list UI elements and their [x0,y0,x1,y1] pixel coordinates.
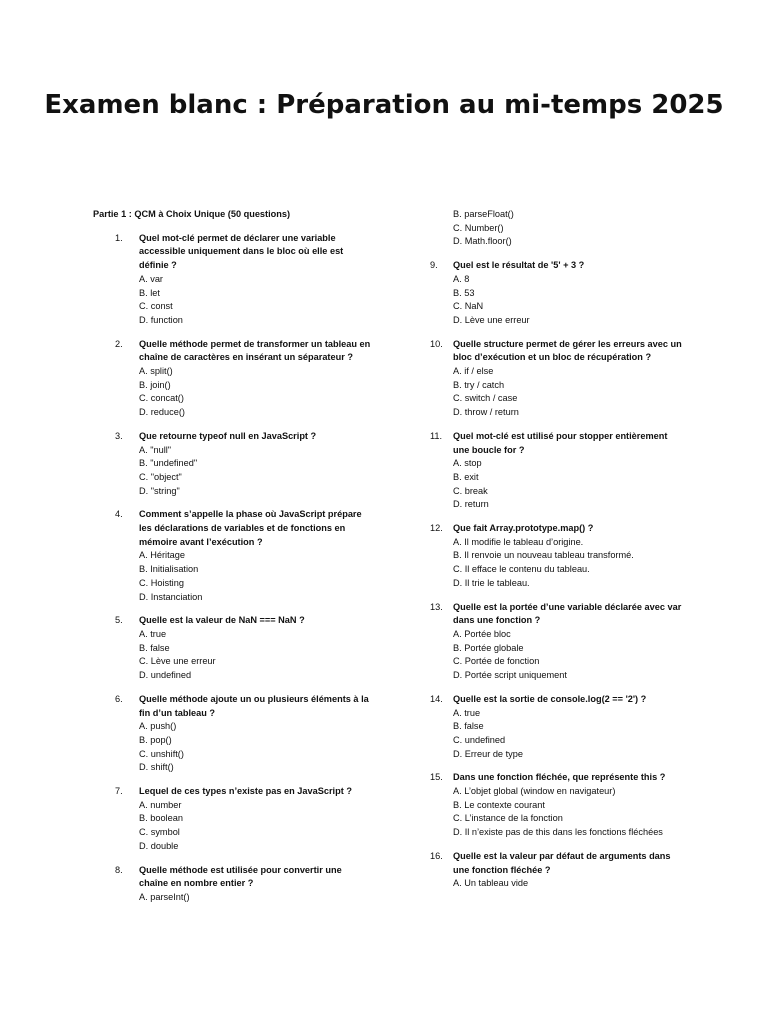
answer-option: D. reduce() [139,407,185,418]
answer-option: C. L’instance de la fonction [453,813,563,824]
answer-option: B. 53 [453,287,475,298]
question-number: 9. [430,260,438,271]
answer-option: C. const [139,301,173,312]
answer-option: B. parseFloat() [453,209,514,219]
question-text: Que retourne typeof null en JavaScript ? [139,430,317,441]
question-item [93,232,373,328]
answer-option: A. Il modifie le tableau d’origine. [453,536,584,547]
answer-option: A. true [139,628,167,639]
question-item [93,864,373,905]
question-body [139,614,373,683]
answer-option: B. let [139,287,160,298]
question-text: Quelle structure permet de gérer les erreurs avec un bloc d’exécution et un bloc de récupération ? [453,338,682,363]
answer-option: A. var [139,273,163,284]
question-item [93,508,373,604]
question-number: 3. [115,430,123,441]
question-text: Que fait Array.prototype.map() ? [453,523,594,534]
question-number: 13. [430,601,443,612]
answer-option: B. Initialisation [139,564,199,575]
answer-option: C. undefined [453,734,506,745]
answer-option: A. Portée bloc [453,628,511,639]
question-text: Quel mot-clé est utilisé pour stopper entièrement une boucle for ? [453,430,668,455]
question-body [453,693,683,762]
answer-option: D. Il trie le tableau. [453,577,530,588]
answer-option: A. Héritage [139,550,185,561]
question-number: 10. [430,338,443,349]
question-body [139,864,373,905]
answer-option: B. "undefined" [139,458,198,469]
answer-option: D. throw / return [453,407,519,418]
question-item [93,338,373,420]
question-item [428,430,683,512]
question-text: Comment s’appelle la phase où JavaScript prépare les déclarations de variables et de fonctions en mémoire avant l’exécution ? [139,509,362,547]
answer-option: B. join() [139,379,171,390]
answer-option: B. try / catch [453,379,505,390]
answer-option: C. NaN [453,301,484,312]
question-number: 14. [430,693,443,704]
answer-option: A. stop [453,458,482,469]
question-item [428,771,683,840]
question-number: 7. [115,786,123,797]
question-body [453,259,683,328]
answer-option: A. number [139,799,182,810]
answer-option: D. Instanciation [139,591,203,602]
answer-option: D. Math.floor() [453,236,512,247]
question-number: 12. [430,523,443,534]
question-8-continuation [453,208,683,249]
answer-option: A. Un tableau vide [453,878,529,889]
answer-option: C. switch / case [453,393,518,404]
answer-option: B. false [139,642,170,653]
question-body [453,601,683,683]
question-list-left [93,232,373,905]
page-title: Examen blanc : Préparation au mi-temps 2025 [44,90,724,120]
question-number: 1. [115,232,123,243]
question-list-right [428,259,683,891]
question-body [139,232,373,328]
answer-option: D. return [453,499,489,510]
answer-option: D. shift() [139,762,174,773]
question-body [139,430,373,499]
answer-option: A. parseInt() [139,891,190,902]
question-item [428,522,683,591]
question-item [93,614,373,683]
answer-option: D. double [139,840,179,851]
question-item [428,601,683,683]
answer-option: D. Portée script uniquement [453,670,567,681]
answer-option: C. unshift() [139,748,184,759]
answer-option: B. Portée globale [453,642,524,653]
question-text: Quelle méthode est utilisée pour convertir une chaîne en nombre entier ? [139,864,342,889]
question-text: Quelle est la portée d’une variable déclarée avec var dans une fonction ? [453,601,682,626]
question-item [428,338,683,420]
question-body [139,338,373,420]
answer-option: A. true [453,707,481,718]
question-text: Dans une fonction fléchée, que représente this ? [453,772,666,783]
answer-option: A. "null" [139,444,172,455]
answer-option: B. exit [453,471,479,482]
question-text: Quelle est la valeur de NaN === NaN ? [139,615,305,626]
answer-option: B. Il renvoie un nouveau tableau transformé. [453,550,634,561]
answer-option: B. pop() [139,734,172,745]
question-body [453,850,683,891]
answer-option: C. Portée de fonction [453,656,540,667]
question-number: 16. [430,850,443,861]
question-number: 2. [115,338,123,349]
left-column [93,208,373,915]
question-body [139,693,373,775]
answer-option: C. Il efface le contenu du tableau. [453,564,590,575]
answer-option: A. split() [139,366,173,377]
answer-option: A. if / else [453,366,494,377]
question-body [453,430,683,512]
right-column [428,208,683,901]
answer-option: C. Number() [453,222,504,233]
question-text: Quelle méthode permet de transformer un tableau en chaîne de caractères en insérant un séparateur ? [139,338,371,363]
answer-option: D. undefined [139,670,192,681]
question-item [428,850,683,891]
question-item [428,693,683,762]
answer-option: D. function [139,314,183,325]
answer-option: C. Hoisting [139,577,184,588]
section-heading: Partie 1 : QCM à Choix Unique (50 questions) [93,209,291,219]
question-item [93,430,373,499]
question-body [453,522,683,591]
question-number: 4. [115,509,123,520]
answer-option: A. 8 [453,273,470,284]
question-text: Quel mot-clé permet de déclarer une variable accessible uniquement dans le bloc où elle est définie ? [139,232,344,271]
answer-option: C. "object" [139,471,182,482]
answer-option: D. Lève une erreur [453,314,530,325]
answer-option: C. break [453,485,488,496]
answer-option: C. concat() [139,393,184,404]
answer-option: C. Lève une erreur [139,656,216,667]
answer-option: D. "string" [139,485,180,496]
answer-option: B. boolean [139,813,183,824]
answer-option: A. push() [139,721,177,732]
question-text: Quel est le résultat de '5' + 3 ? [453,260,585,271]
question-text: Lequel de ces types n’existe pas en JavaScript ? [139,786,352,797]
answer-option: B. Le contexte courant [453,799,545,810]
question-body [453,338,683,420]
question-number: 11. [430,430,443,441]
answer-option: D. Il n’existe pas de this dans les fonctions fléchées [453,827,663,838]
question-number: 5. [115,615,123,626]
question-number: 15. [430,772,443,783]
question-text: Quelle est la valeur par défaut de arguments dans une fonction fléchée ? [453,850,671,875]
question-body [139,508,373,604]
question-number: 6. [115,693,123,704]
question-text: Quelle méthode ajoute un ou plusieurs éléments à la fin d’un tableau ? [139,693,369,718]
answer-option: C. symbol [139,827,180,838]
question-number: 8. [115,864,123,875]
answer-option: A. L’objet global (window en navigateur) [453,786,616,797]
question-body [139,785,373,854]
question-text: Quelle est la sortie de console.log(2 == '2') ? [453,693,647,704]
answer-option: D. Erreur de type [453,748,523,759]
question-item [93,693,373,775]
question-body [453,771,683,840]
answer-option: B. false [453,721,484,732]
question-item [428,259,683,328]
question-item [93,785,373,854]
